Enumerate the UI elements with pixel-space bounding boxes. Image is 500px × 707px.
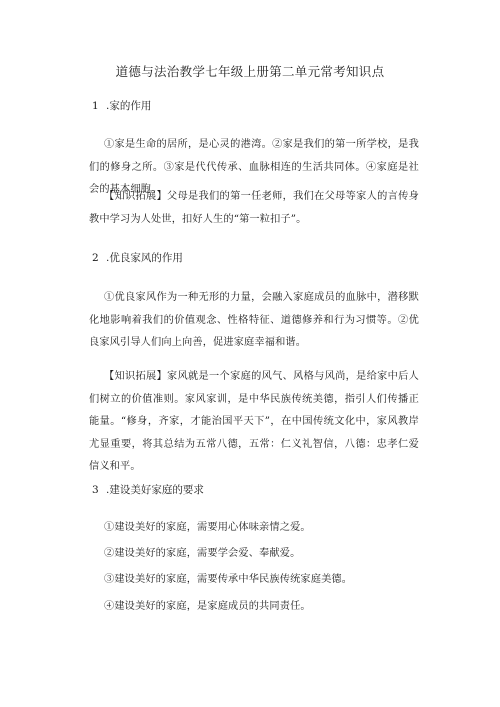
- section-number: 1: [92, 100, 99, 112]
- requirement-item: ③建设美好的家庭，需要传承中华民族传统家庭美德。: [104, 574, 353, 585]
- section-heading-text: .建设美好家庭的要求: [106, 484, 204, 496]
- section-heading-text: .优良家风的作用: [106, 252, 183, 264]
- section-heading-1: [92, 98, 151, 113]
- requirement-item: ④建设美好的家庭，是家庭成员的共同责任。: [104, 601, 311, 612]
- requirement-item: ①建设美好的家庭，需要用心体味亲情之爱。: [104, 522, 311, 533]
- section-number: 3: [92, 484, 99, 496]
- section-heading-text: .家的作用: [106, 100, 152, 112]
- paragraph: ①优良家风作为一种无形的力量，会融入家庭成员的血脉中，潜移默化地影响着我们的价值观念、性格特征、道德修养和行为习惯等。②优良家风引导人们向上向善，促进家庭幸福和谐。: [89, 292, 419, 348]
- section-heading-3: [92, 482, 204, 497]
- document-title: 道德与法治教学七年级上册第二单元常考知识点: [115, 64, 385, 79]
- knowledge-extension-paragraph: 【知识拓展】家风就是一个家庭的风气、风格与风尚，是给家中后人们树立的价值准则。家风家训，是中华民族传统美德，指引人们传播正能量。“修身，齐家，才能治国平天下”，在中国传统文化中，家风教岸尤显重要，将其总结为五常八德，五常：仁义礼智信，八德：忠孝仁爱信义和平。: [89, 371, 419, 472]
- section-heading-2: [92, 250, 183, 265]
- knowledge-extension-paragraph: 【知识拓展】父母是我们的第一任老师，我们在父母等家人的言传身教中学习为人处世，扣好人生的“第一粒扣子”。: [89, 191, 419, 225]
- paragraph: ①家是生命的居所，是心灵的港湾。②家是我们的第一所学校，是我们的修身之所。③家是代代传承、血脉相连的生活共同体。④家庭是社会的基本细胞。: [89, 139, 419, 195]
- section-number: 2: [92, 252, 99, 264]
- requirement-item: ②建设美好的家庭，需要学会爱、奉献爱。: [104, 548, 301, 559]
